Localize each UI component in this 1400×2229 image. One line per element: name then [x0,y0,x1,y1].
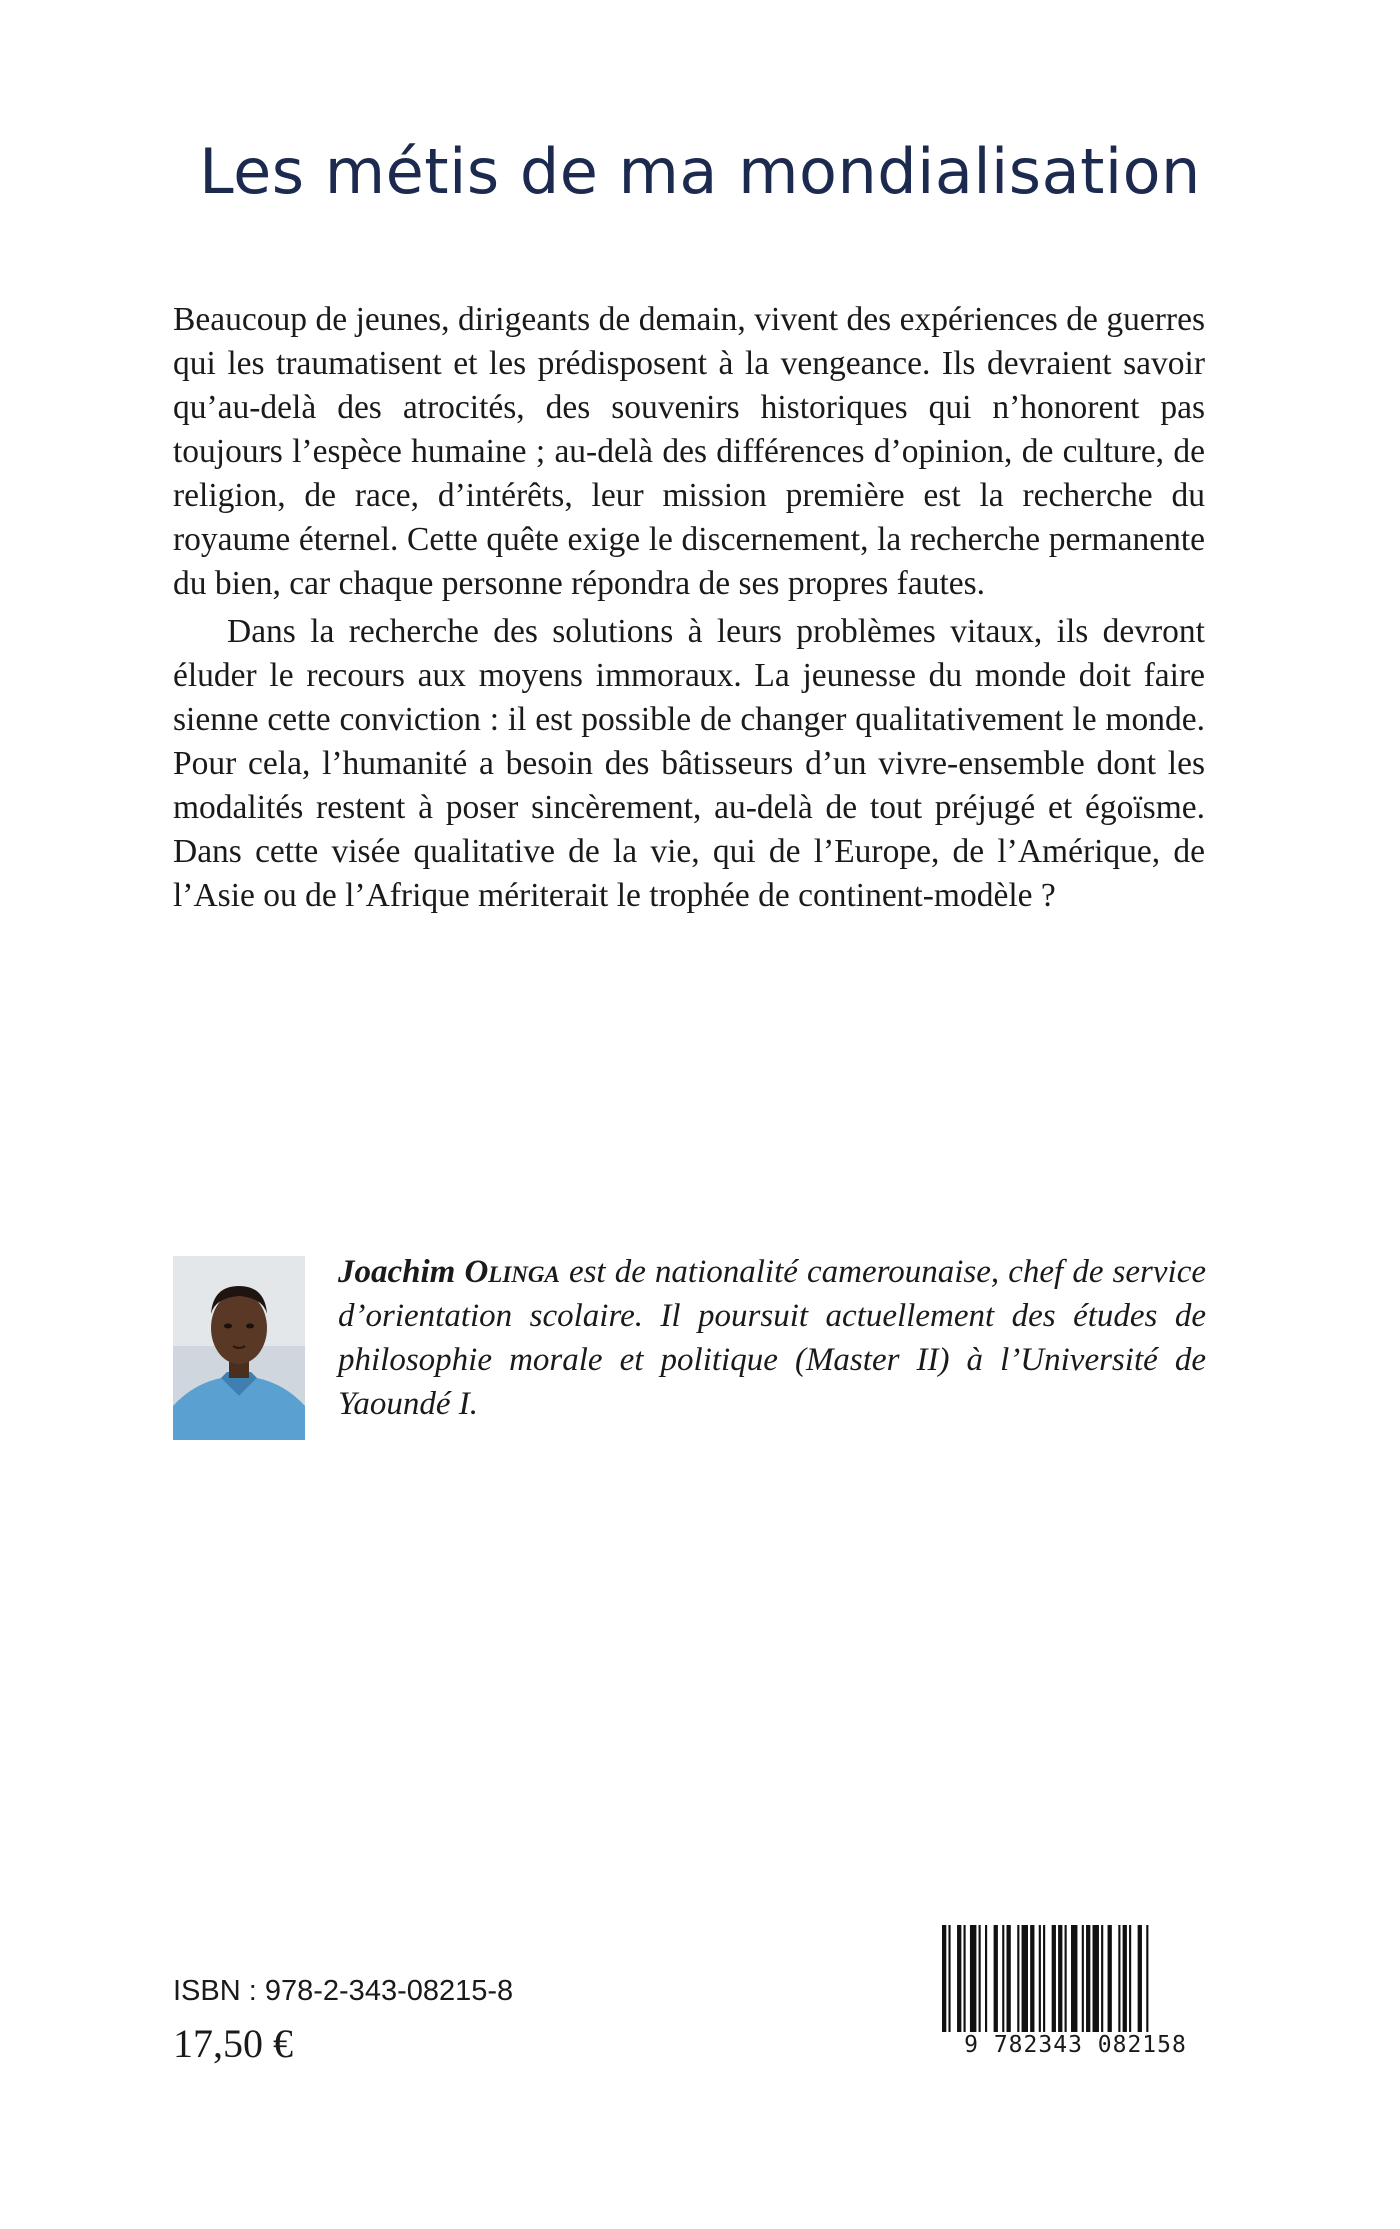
barcode-bar [1030,1925,1034,2037]
barcode-bar [985,1925,987,2037]
isbn: ISBN : 978-2-343-08215-8 [173,1975,514,2007]
barcode-bar [1022,1925,1028,2037]
barcode-bar [948,1925,950,2037]
barcode-bar [970,1925,976,2037]
barcode-bar [1052,1925,1056,2037]
author-last-name: Olinga [464,1254,560,1290]
author-bio [338,1250,1206,1426]
price: 17,50 € [173,2021,293,2066]
barcode-bar [957,1925,961,2037]
barcode-bar [1108,1925,1112,2037]
barcode-bar [1093,1925,1099,2037]
barcode-bar [1086,1925,1090,2037]
barcode-bar [1058,1925,1062,2037]
barcode-bar [979,1925,981,2037]
author-bio-text: est de nationalité camerounaise, chef de service d’orientation scolaire. Il poursuit actuellement des études de philosophie morale et politique (Master II) à l’Université de Yaoundé I. [338,1254,1206,1422]
barcode-bar [1123,1925,1127,2037]
barcode-bar [1071,1925,1077,2037]
author-photo [173,1256,305,1440]
blurb-text [173,298,1205,922]
barcode-bar [1043,1925,1045,2037]
barcode-bar [1002,1925,1004,2037]
barcode-bar [1101,1925,1103,2037]
barcode-bar [1138,1925,1142,2037]
barcode-bar [1017,1925,1019,2037]
barcode-bar [1082,1925,1084,2037]
author-first-name: Joachim [338,1254,456,1290]
blurb-paragraph-1: Beaucoup de jeunes, dirigeants de demain, vivent des expériences de guerres qui les traumatisent et les prédisposent à la vengeance. Ils devraient savoir qu’au-delà des atrocités, des souvenirs historiques qui n’honorent pas toujours l’espèce humaine ; au-delà des différences d’opinion, de culture, de religion, de race, d’intérêts, leur mission première est la recherche du royaume éternel. Cette quête exige le discernement, la recherche permanente du bien, car chaque personne répondra de ses propres fautes. [173,301,1205,602]
blurb-paragraph-2: Dans la recherche des solutions à leurs problèmes vitaux, ils devront éluder le recours aux moyens immoraux. La jeunesse du monde doit faire sienne cette conviction : il est possible de changer qualitativement le monde. Pour cela, l’humanité a besoin des bâtisseurs d’un vivre-ensemble dont les modalités restent à poser sincèrement, au-delà de tout préjugé et égoïsme. Dans cette visée qualitative de la vie, qui de l’Europe, de l’Amérique, de l’Asie ou de l’Afrique mériterait le trophée de continent-modèle ? [173,613,1205,914]
barcode-bar [942,1925,946,2037]
barcode-bar [994,1925,998,2037]
barcode-bar [1146,1925,1148,2037]
barcode-digits: 9 782343 082158 [938,2032,1213,2058]
barcode-bar [964,1925,966,2037]
barcode-bar [1065,1925,1067,2037]
barcode-bar [1129,1925,1131,2037]
author-portrait-image [173,1256,305,1440]
barcode [938,1925,1213,2045]
barcode-bar [1118,1925,1120,2037]
book-title: Les métis de ma mondialisation [199,135,1201,208]
barcode-bar [1039,1925,1041,2037]
barcode-bar [1007,1925,1011,2037]
